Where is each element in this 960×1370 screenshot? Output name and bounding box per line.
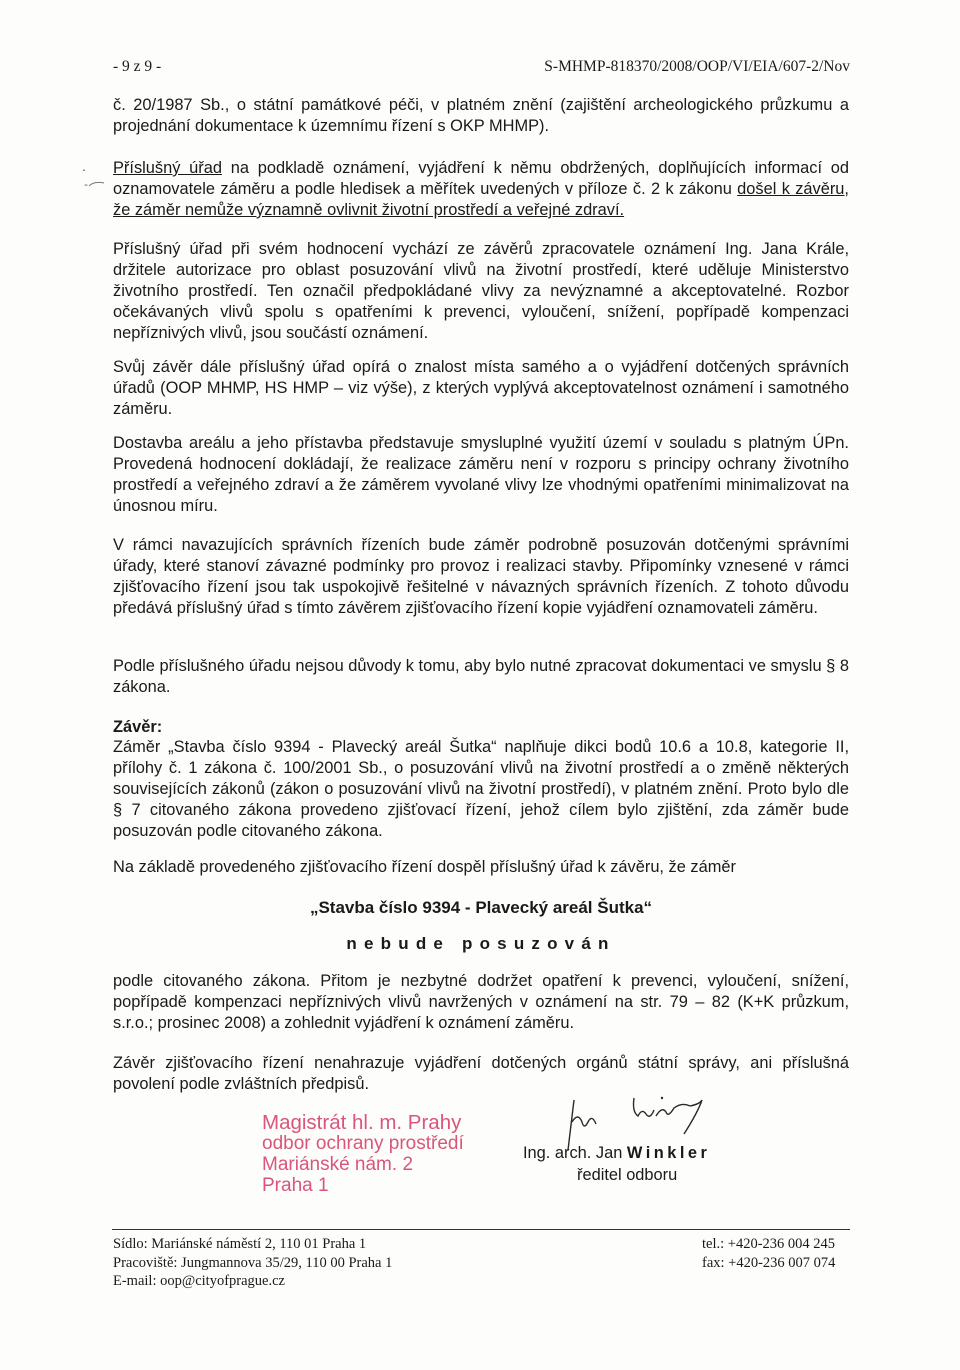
project-title: „Stavba číslo 9394 - Plavecký areál Šutka“: [309, 898, 653, 917]
margin-dot: .: [82, 160, 86, 174]
authority-label: Příslušný úřad: [113, 159, 222, 177]
footer-contact-block: [702, 1235, 835, 1272]
stamp-line-office: Magistrát hl. m. Prahy: [262, 1111, 462, 1134]
signer-surname: Winkler: [626, 1144, 711, 1162]
paragraph-evaluation: Příslušný úřad při svém hodnocení vychází ze závěrů zpracovatele oznámení Ing. Jana Krále, držitele autorizace pro oblast posuzování vlivů na životní prostředí, které uděluje Ministerstvo životního prostředí. Ten označil předpokládané vlivy za nevýznamné a akceptovatelné. Rozbor očekávaných vlivů spolu s opatřeními k prevenci, vyloučení, snížení, popřípadě kompenzaci nepříznivých vlivů, jsou součástí oznámení.: [113, 240, 849, 342]
stamp-line-city: Praha 1: [262, 1175, 329, 1196]
office-stamp: [262, 1112, 464, 1196]
conclusion-heading: Závěr:: [113, 718, 163, 736]
footer-divider: [112, 1229, 850, 1230]
signer-title: Ing. arch. Jan: [523, 1144, 623, 1162]
paragraph-screening-result: Na základě provedeného zjišťovacího řízení dospěl příslušný úřad k závěru, že záměr: [113, 858, 736, 876]
paragraph-conclusion: Záměr „Stavba číslo 9394 - Plavecký areál Šutka“ naplňuje dikci bodů 10.6 a 10.8, kategorie II, přílohy č. 1 zákona č. 100/2001 Sb., o posuzování vlivů na životní prostředí a o změně některých souvisejících zákonů (zákon o posuzování vlivů na životní prostředí), v platném znění. Proto bylo dle § 7 citovaného zákona provedeno zjišťovací řízení, jehož cílem bylo zjištění, zda záměr bude posuzován podle citovaného zákona.: [113, 738, 849, 840]
stamp-line-street: Mariánské nám. 2: [262, 1154, 414, 1175]
paragraph-heritage-care: č. 20/1987 Sb., o státní památkové péči, v platném znění (zajištění archeologického průzkumu a projednání dokumentace k územnímu řízení s OKP MHMP).: [113, 96, 849, 135]
paragraph-permits-note: Závěr zjišťovacího řízení nenahrazuje vyjádření dotčených orgánů státní správy, ani příslušná povolení podle zvláštních předpisů.: [113, 1054, 849, 1093]
authority-text: na podkladě oznámení, vyjádření k němu obdržených, doplňujících informací od oznamovatele záměru a podle hledisek a měřítek uvedených v příloze č. 2 k zákonu: [113, 159, 849, 198]
paragraph-site-knowledge: Svůj závěr dále příslušný úřad opírá o znalost místa samého a o vyjádření dotčených správních úřadů (OOP MHMP, HS HMP – viz výše), z kterých vyplývá akceptovatelnost oznámení i samotného záměru.: [113, 358, 849, 418]
footer-email: E-mail: oop@cityofprague.cz: [113, 1273, 285, 1289]
footer-address: Sídlo: Mariánské náměstí 2, 110 01 Praha 1: [113, 1236, 367, 1252]
paragraph-mitigation: podle citovaného zákona. Přitom je nezbytné dodržet opatření k prevenci, vyloučení, snížení, popřípadě kompenzaci nepříznivých vlivů navržených v oznámení na str. 79 – 82 (K+K průzkum, s.r.o.; prosinec 2008) a zohlednit vyjádření k oznámení záměru.: [113, 972, 849, 1032]
paragraph-authority-conclusion: [113, 158, 849, 221]
signer-block: [523, 1142, 710, 1186]
page-number: - 9 z 9 -: [113, 58, 162, 75]
paragraph-no-documentation: Podle příslušného úřadu nejsou důvody k tomu, aby bylo nutné zpracovat dokumentaci ve smyslu § 8 zákona.: [113, 657, 849, 696]
document-reference: S-MHMP-818370/2008/OOP/VI/EIA/607-2/Nov: [544, 58, 850, 75]
paragraph-follow-up-proceedings: V rámci navazujících správních řízeních bude záměr podrobně posuzován dotčenými správními úřady, které stanoví závazné podmínky pro provoz i realizaci stavby. Připomínky vznesené v rámci zjišťovacího řízení jsou tak uspokojivě řešitelné v návazných správních řízeních. Z tohoto důvodu předává příslušný úřad s tímto závěrem zjišťovacího řízení kopie vyjádření oznamovateli záměru.: [113, 536, 849, 617]
footer-tel: tel.: +420-236 004 245: [702, 1236, 836, 1252]
stamp-line-department: odbor ochrany prostředí: [262, 1133, 464, 1154]
footer-branch: Pracoviště: Jungmannova 35/29, 110 00 Praha 1: [113, 1254, 393, 1271]
margin-dash: -: [84, 178, 88, 191]
paragraph-land-use: Dostavba areálu a jeho přístavba představuje smysluplné využití území v souladu s platným ÚPn. Provedená hodnocení dokládají, že realizace záměru není v rozporu s principy ochrany životního prostředí a veřejného zdraví a že záměrem vyvolané vlivy lze vhodnými opatřeními minimalizovat na únosnou míru.: [113, 434, 849, 515]
margin-scribble: [88, 180, 106, 188]
signer-role: ředitel odboru: [577, 1166, 678, 1184]
footer-fax: fax: +420-236 007 074: [702, 1254, 836, 1271]
conclusion-underlined: došel k závěru, že záměr nemůže významně ovlivnit životní prostředí a veřejné zdraví.: [113, 180, 849, 219]
footer-address-block: [113, 1235, 392, 1291]
verdict: nebude posuzován: [346, 934, 616, 953]
signer-name-line: [523, 1142, 710, 1164]
